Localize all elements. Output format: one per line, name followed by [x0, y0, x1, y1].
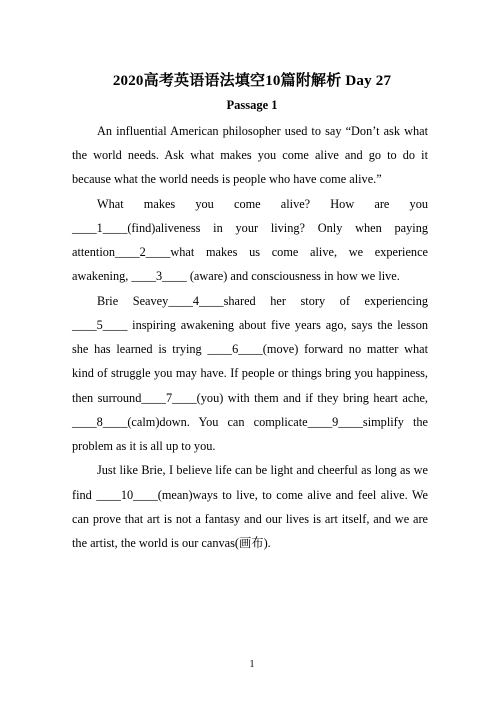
passage-heading: Passage 1	[226, 98, 278, 112]
paragraph: Just like Brie, I believe life can be light and cheerful as long as we find ____10____(mean)ways to live, to come alive and feel alive. We can prove that art is not a fantasy and our lives is art itself, and we are the artist, the world is our canvas(画布).	[72, 463, 428, 551]
document-title: 2020高考英语语法填空10篇附解析 Day 27	[112, 73, 392, 89]
paragraph: What makes you come alive? How are you ____1____(find)aliveness in your living? Only when paying attention____2____what makes us come alive, we experience awakening, ____3____ (aware) and consciousness in how we live.	[72, 196, 428, 284]
paragraph: Brie Seavey____4____shared her story of experiencing ____5____ inspiring awakening about five years ago, says the lesson she has learned is trying ____6____(move) forward no matter what kind of struggle you may have. If people or things bring you happiness, then surround____7____(you) with them and if they bring heart ache, ____8____(calm)down. You can complicate____9____simplify the problem as it is all up to you.	[72, 293, 428, 454]
paragraph: An influential American philosopher used to say “Don’t ask what the world needs. Ask what makes you come alive and go to do it because what the world needs is people who have come alive.”	[72, 124, 428, 187]
passage-body	[72, 119, 428, 555]
page-number: 1	[249, 659, 255, 670]
